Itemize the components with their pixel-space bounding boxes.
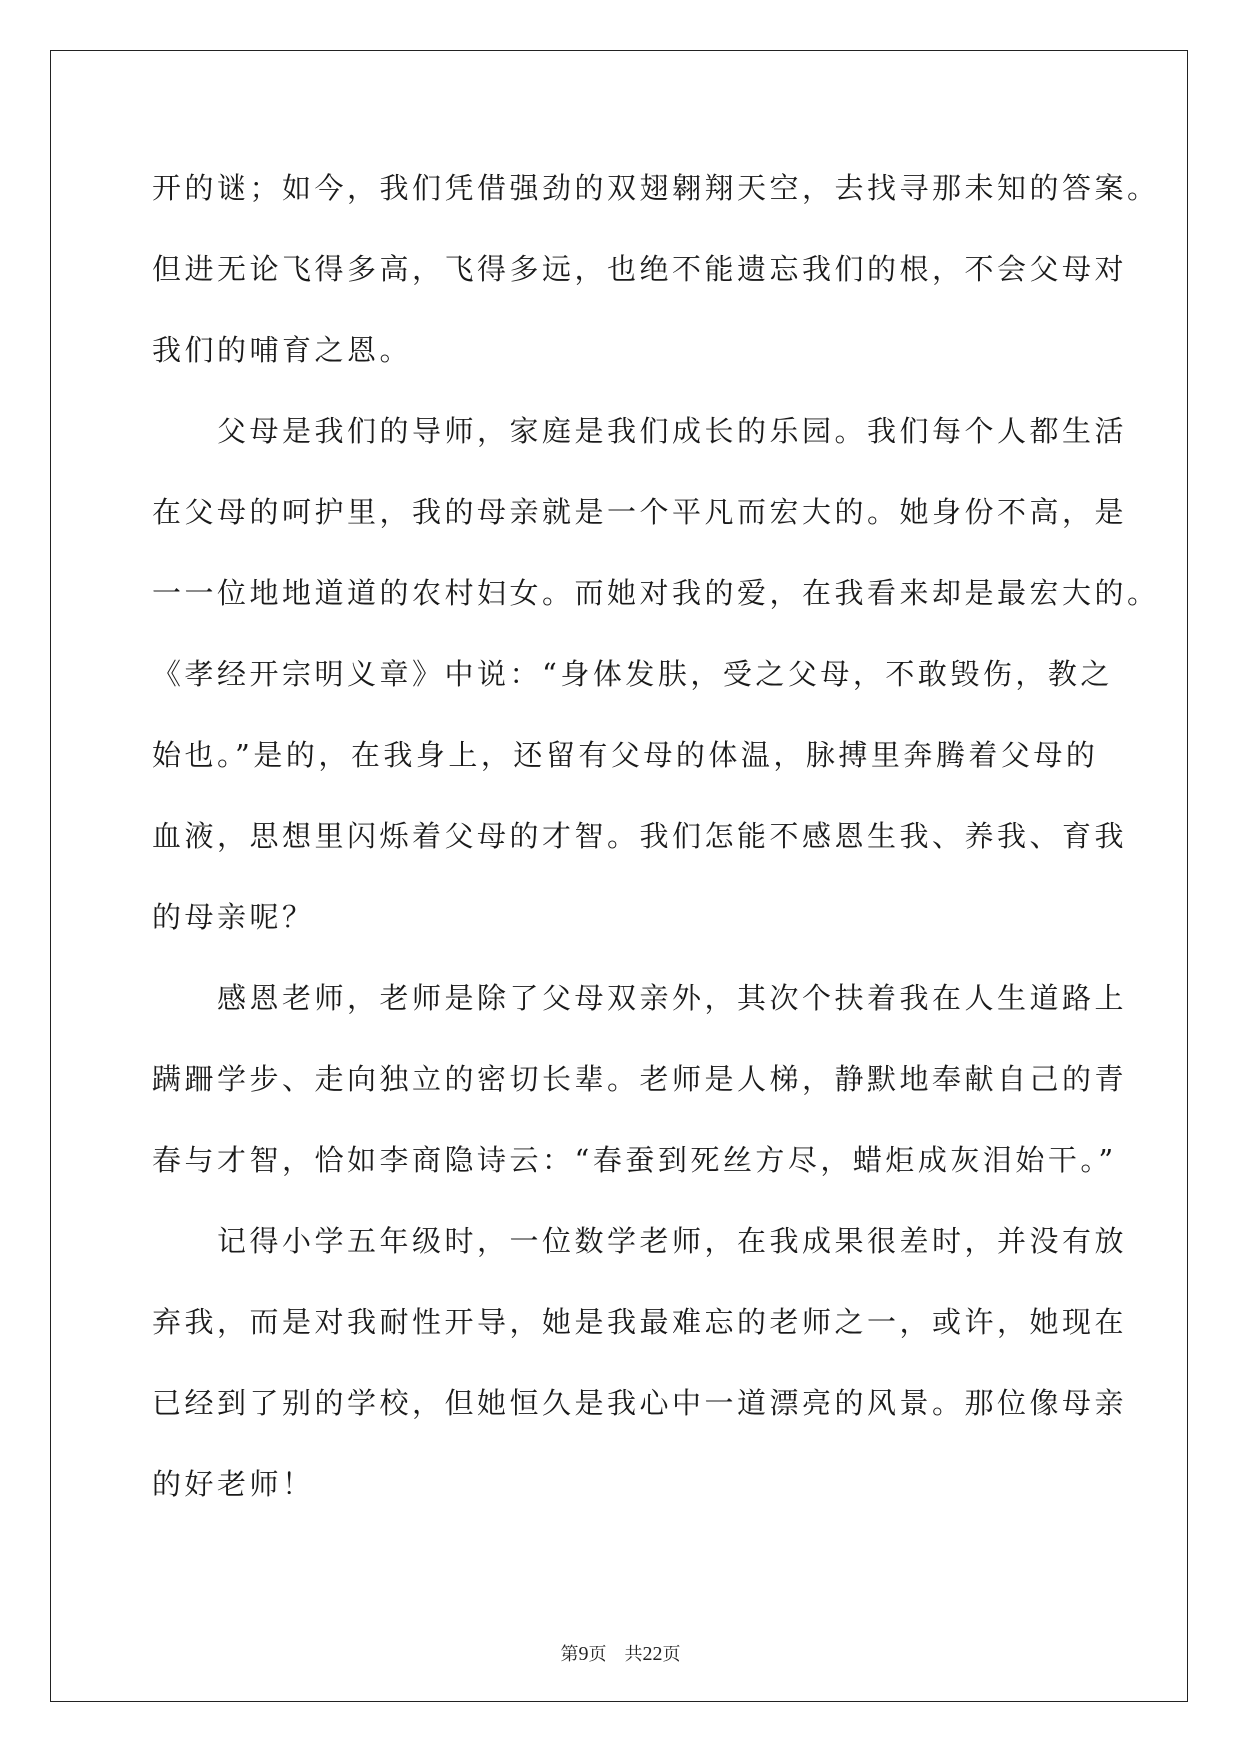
total-page-number: 22	[642, 1643, 663, 1665]
footer-middle: 页 共	[588, 1644, 643, 1664]
text-line: 已经到了别的学校，但她恒久是我心中一道漂亮的风景。那位像母亲	[152, 1386, 1128, 1420]
footer-suffix: 页	[662, 1644, 681, 1664]
footer-prefix: 第	[560, 1644, 579, 1664]
page-footer	[0, 1640, 1241, 1666]
text-line: 《孝经开宗明义章》中说：“身体发肤，受之父母，不敢毁伤，教之	[152, 657, 1113, 691]
text-line: 但进无论飞得多高，飞得多远，也绝不能遗忘我们的根，不会父母对	[152, 252, 1128, 286]
text-line: 一一位地地道道的农村妇女。而她对我的爱，在我看来却是最宏大的。	[152, 576, 1160, 610]
text-line: 蹒跚学步、走向独立的密切长辈。老师是人梯，静默地奉献自己的青	[152, 1062, 1128, 1096]
text-line: 记得小学五年级时，一位数学老师，在我成果很差时，并没有放	[152, 1224, 1128, 1258]
page-border	[50, 50, 1188, 1702]
text-line: 感恩老师，老师是除了父母双亲外，其次个扶着我在人生道路上	[152, 981, 1128, 1015]
text-line: 血液，思想里闪烁着父母的才智。我们怎能不感恩生我、养我、育我	[152, 819, 1128, 853]
text-line: 父母是我们的导师，家庭是我们成长的乐园。我们每个人都生活	[152, 414, 1128, 448]
text-line: 我们的哺育之恩。	[152, 333, 413, 367]
text-line: 的母亲呢？	[152, 900, 315, 934]
text-line: 在父母的呵护里，我的母亲就是一个平凡而宏大的。她身份不高，是	[152, 495, 1128, 529]
current-page-number: 9	[578, 1643, 589, 1665]
text-line: 弃我，而是对我耐性开导，她是我最难忘的老师之一，或许，她现在	[152, 1305, 1128, 1339]
text-line: 始也。”是的，在我身上，还留有父母的体温，脉搏里奔腾着父母的	[152, 738, 1099, 772]
text-line: 的好老师！	[152, 1467, 315, 1501]
text-line: 春与才智，恰如李商隐诗云：“春蚕到死丝方尽，蜡炬成灰泪始干。”	[152, 1143, 1117, 1177]
text-line: 开的谜；如今，我们凭借强劲的双翅翱翔天空，去找寻那未知的答案。	[152, 171, 1160, 205]
